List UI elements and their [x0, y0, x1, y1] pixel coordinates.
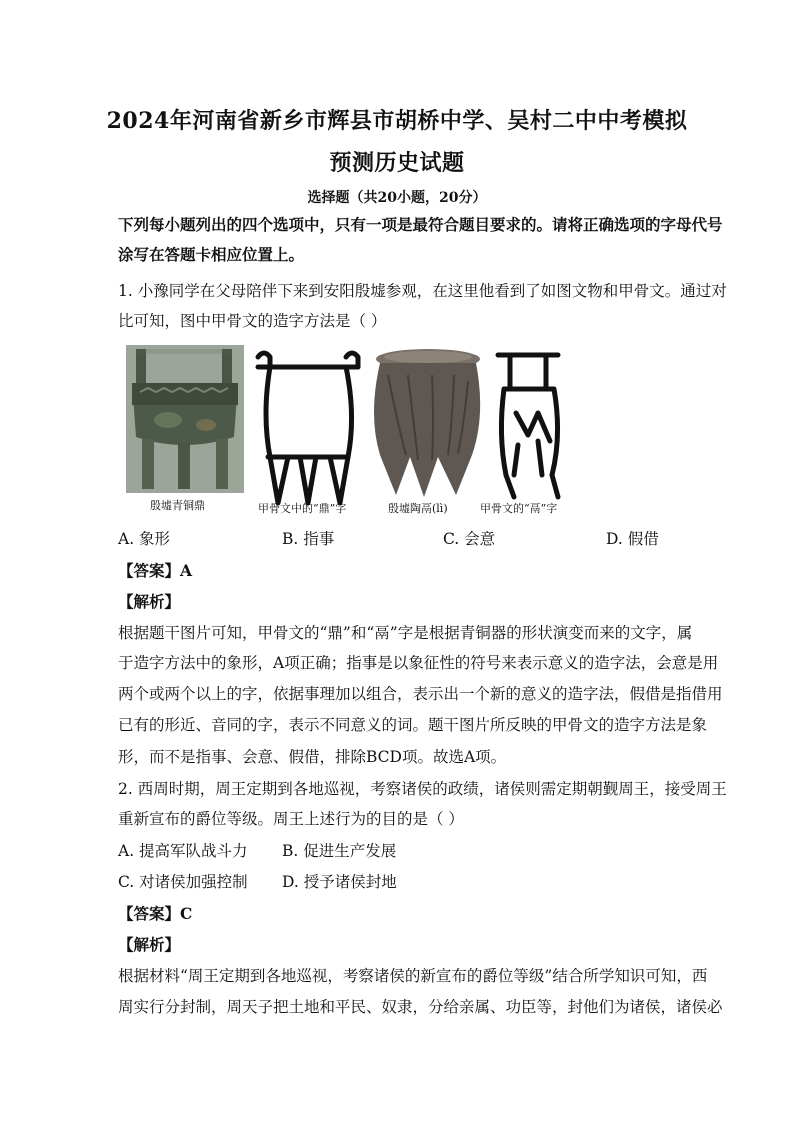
- question-1-answer: 【答案】A: [118, 561, 193, 580]
- question-2-answer: 【答案】C: [118, 904, 193, 923]
- question-1-option-d[interactable]: D. 假借: [606, 530, 659, 548]
- figure-caption: 甲骨文的“鬲”字: [480, 502, 558, 515]
- figure-caption: 殷墟陶鬲(lì): [388, 502, 448, 515]
- question-1-analysis-line: 两个或两个以上的字，依据事理加以组合，表示出一个新的意义的造字法，假借是指借用: [118, 685, 723, 703]
- question-1-analysis-label: 【解析】: [118, 592, 181, 611]
- question-2-analysis-line: 根据材料“周王定期到各地巡视，考察诸侯的新宣布的爵位等级”结合所学知识可知，西: [118, 967, 708, 985]
- question-2-analysis-label: 【解析】: [118, 935, 181, 954]
- question-1-analysis-line: 根据题干图片可知，甲骨文的“鼎”和“鬲”字是根据青铜器的形状演变而来的文字，属: [118, 624, 693, 642]
- bronze-ding-image: [126, 345, 244, 493]
- instruction-line: 涂写在答题卡相应位置上。: [118, 245, 305, 264]
- question-1-option-b[interactable]: B. 指事: [282, 530, 335, 548]
- instruction-line: 下列每小题列出的四个选项中，只有一项是最符合题目要求的。请将正确选项的字母代号: [118, 215, 723, 234]
- oracle-ding-glyph: [258, 353, 358, 503]
- figure-caption: 甲骨文中的“鼎”字: [258, 502, 347, 515]
- question-2-option-c[interactable]: C. 对诸侯加强控制: [118, 873, 248, 891]
- exam-title-line2: 预测历史试题: [329, 150, 465, 176]
- question-1-analysis-line: 形，而不是指事、会意、假借，排除BCD项。故选A项。: [118, 748, 507, 766]
- question-2-stem: 重新宣布的爵位等级。周王上述行为的目的是（ ）: [118, 810, 464, 828]
- question-1-stem: 1. 小豫同学在父母陪伴下来到安阳殷墟参观，在这里他看到了如图文物和甲骨文。通过对: [118, 282, 727, 300]
- question-1-figure: [118, 345, 588, 515]
- question-1-analysis-line: 于造字方法中的象形，A项正确；指事是以象征性的符号来表示意义的造字法，会意是用: [118, 654, 719, 672]
- question-2-option-a[interactable]: A. 提高军队战斗力: [118, 842, 248, 860]
- pottery-li-image: [374, 349, 480, 497]
- question-2-option-d[interactable]: D. 授予诸侯封地: [282, 873, 397, 891]
- question-1-option-a[interactable]: A. 象形: [118, 530, 171, 548]
- question-1-analysis-line: 已有的形近、音同的字，表示不同意义的词。题干图片所反映的甲骨文的造字方法是象: [118, 716, 708, 734]
- exam-title-line1: 2024年河南省新乡市辉县市胡桥中学、吴村二中中考模拟: [106, 108, 688, 134]
- question-2-option-b[interactable]: B. 促进生产发展: [282, 842, 397, 860]
- figure-caption: 殷墟青铜鼎: [150, 499, 205, 512]
- artifact-figure: [118, 345, 588, 515]
- question-1-option-c[interactable]: C. 会意: [443, 530, 496, 548]
- oracle-li-glyph: [498, 355, 558, 497]
- question-2-stem: 2. 西周时期，周王定期到各地巡视，考察诸侯的政绩，诸侯则需定期朝觐周王，接受周王: [118, 780, 727, 798]
- question-2-analysis-line: 周实行分封制，周天子把土地和平民、奴隶，分给亲属、功臣等，封他们为诸侯，诸侯必: [118, 998, 723, 1016]
- section-header: 选择题（共20小题，20分）: [307, 190, 487, 206]
- question-1-stem: 比可知，图中甲骨文的造字方法是（ ）: [118, 312, 387, 330]
